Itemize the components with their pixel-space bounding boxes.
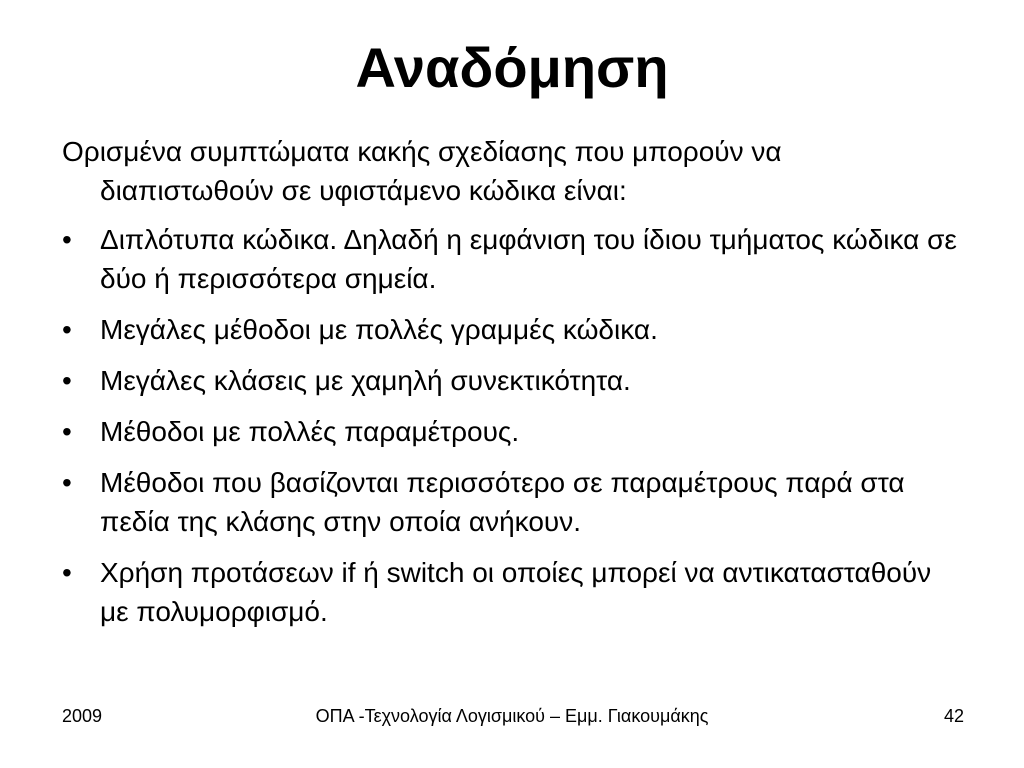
footer-course: ΟΠΑ -Τεχνολογία Λογισμικού – Εμμ. Γιακουμάκης — [315, 706, 709, 726]
list-item — [62, 310, 962, 349]
bullet-icon: • — [62, 416, 72, 447]
bullet-icon: • — [62, 224, 72, 255]
list-item — [62, 463, 962, 541]
slide-body — [62, 132, 962, 643]
bullet-list — [62, 220, 962, 631]
bullet-text: Διπλότυπα κώδικα. Δηλαδή η εμφάνιση του ίδιου τμήματος κώδικα σε δύο ή περισσότερα σημεία. — [100, 224, 957, 294]
bullet-icon: • — [62, 365, 72, 396]
footer-page-number: 42 — [943, 706, 964, 726]
list-item — [62, 361, 962, 400]
bullet-text: Χρήση προτάσεων if ή switch οι οποίες μπορεί να αντικατασταθούν με πολυμορφισμό. — [100, 557, 932, 627]
slide-title: Αναδόμηση — [355, 36, 669, 99]
bullet-text: Μεγάλες κλάσεις με χαμηλή συνεκτικότητα. — [100, 365, 631, 396]
bullet-icon: • — [62, 467, 72, 498]
bullet-text: Μέθοδοι με πολλές παραμέτρους. — [100, 416, 520, 447]
bullet-text: Μέθοδοι που βασίζονται περισσότερο σε παραμέτρους παρά στα πεδία της κλάσης στην οποία ανήκουν. — [100, 467, 905, 537]
list-item — [62, 412, 962, 451]
list-item — [62, 553, 962, 631]
bullet-text: Μεγάλες μέθοδοι με πολλές γραμμές κώδικα. — [100, 314, 658, 345]
list-item — [62, 220, 962, 298]
footer-year: 2009 — [62, 706, 103, 726]
bullet-icon: • — [62, 314, 72, 345]
bullet-icon: • — [62, 557, 72, 588]
intro-text: Ορισμένα συμπτώματα κακής σχεδίασης που μπορούν να διαπιστωθούν σε υφιστάμενο κώδικα είναι: — [62, 136, 782, 206]
